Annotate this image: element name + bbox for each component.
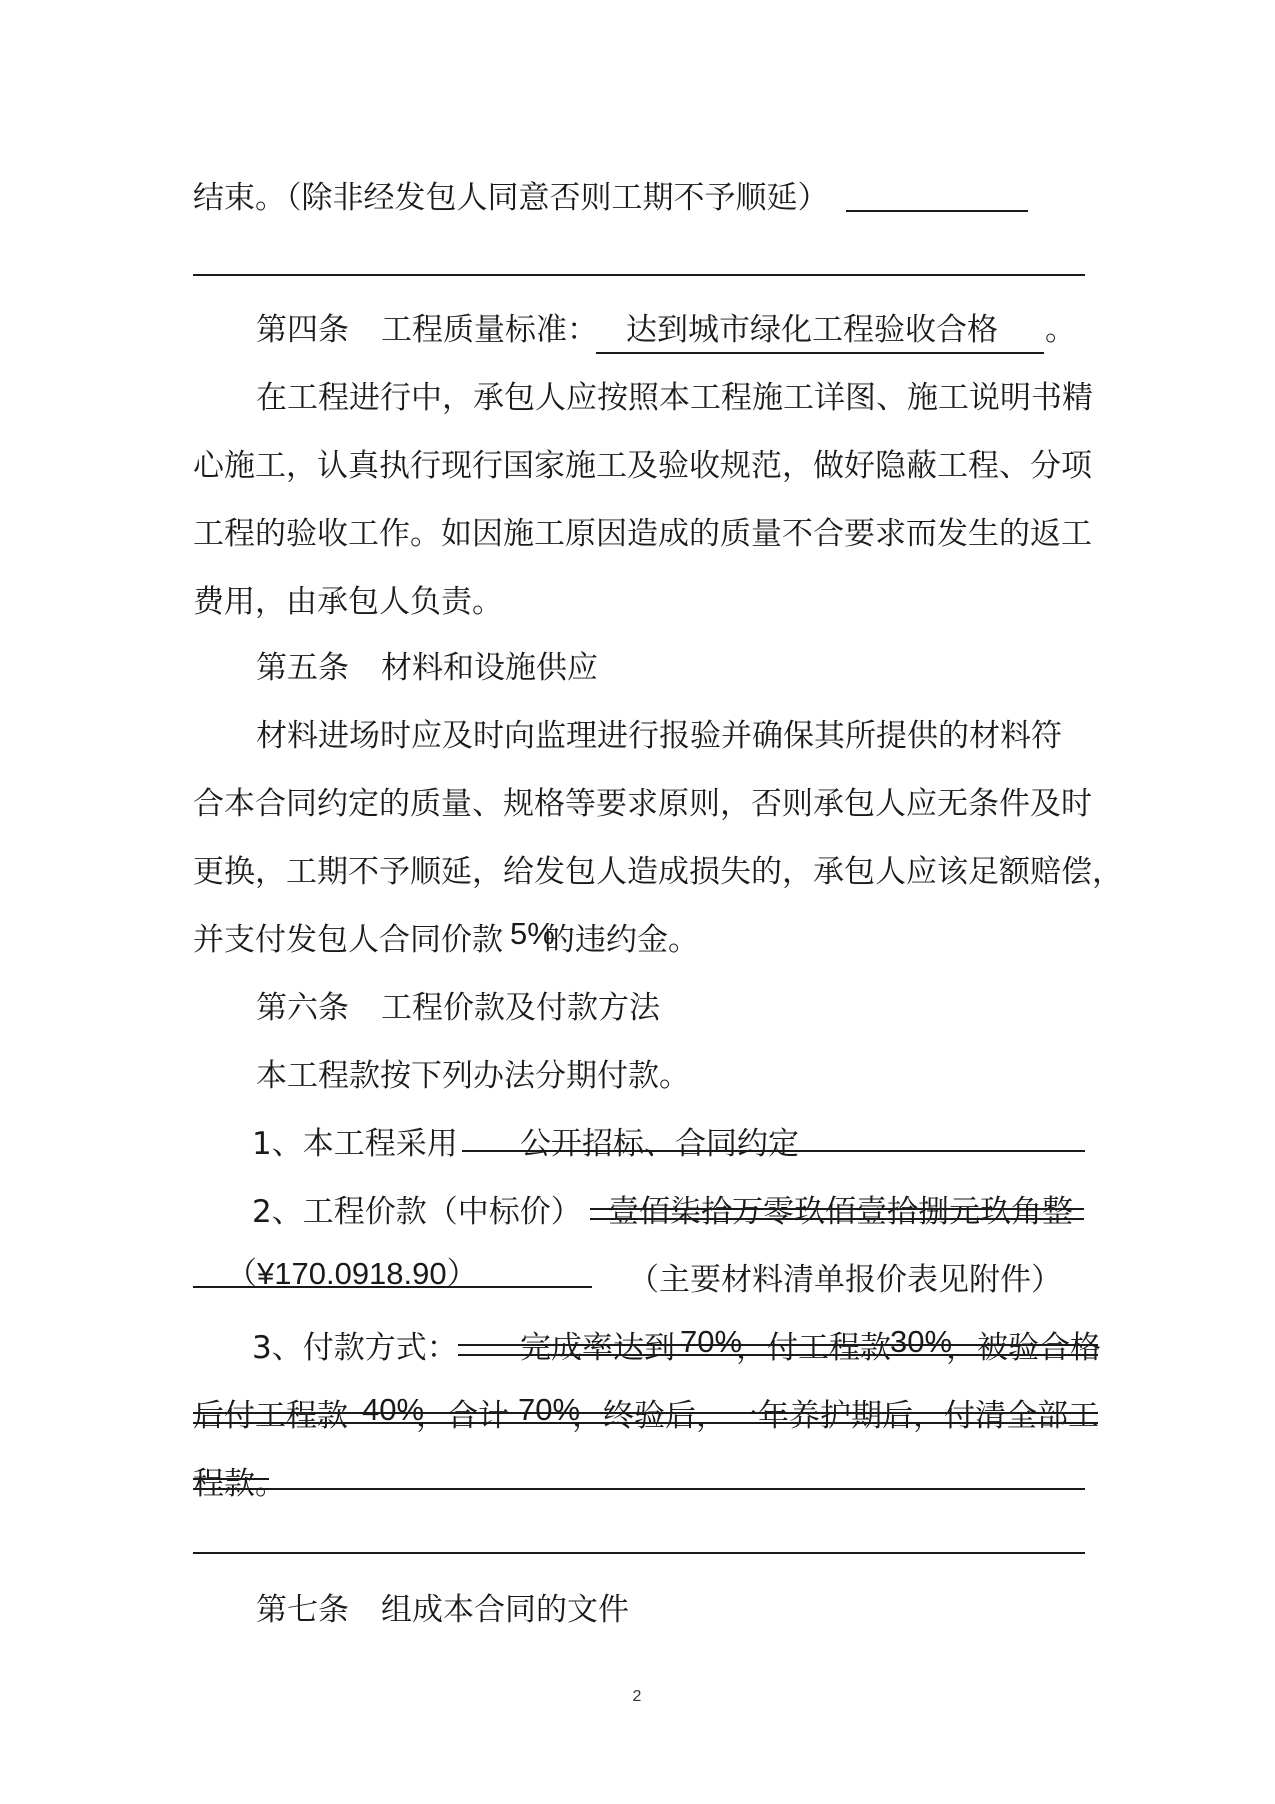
blank-rule <box>193 274 1085 276</box>
strike-line <box>458 1344 1098 1346</box>
blank-rule <box>846 210 1028 212</box>
payment-item-3 <box>0 1326 1275 1370</box>
article-label: 第六条 <box>256 990 349 1026</box>
paragraph-line <box>0 512 1275 556</box>
paragraph-text: 工程的验收工作。如因施工原因造成的质量不合要求而发生的返工 <box>193 516 1092 552</box>
paragraph-line <box>0 850 1275 894</box>
strike-line <box>590 1208 1084 1210</box>
period-mark: 。 <box>1045 312 1076 348</box>
payment-text: 程款。 <box>193 1466 286 1502</box>
paragraph-line <box>0 580 1275 624</box>
strike-line <box>193 1412 1098 1414</box>
contract-price-words: 壹佰柒拾万零玖佰壹拾捌元玖角整 <box>608 1194 1073 1230</box>
article-4 <box>0 308 1275 352</box>
article-label: 第五条 <box>256 650 349 686</box>
paragraph-text: 更换，工期不予顺延，给发包人造成损失的，承包人应该足额赔偿， <box>193 854 1123 890</box>
payment-text: ，合计 <box>416 1398 509 1434</box>
fill-rule <box>590 1218 1084 1220</box>
payment-text: 完成率达到 <box>520 1330 675 1366</box>
paragraph-text: 并支付发包人合同价款 <box>193 922 503 958</box>
line-completion <box>0 176 1275 220</box>
fill-rule <box>193 1488 1085 1490</box>
item-label: 1、本工程采用 <box>252 1126 458 1162</box>
payment-item-2-amount <box>0 1258 1275 1302</box>
payment-item-1 <box>0 1122 1275 1166</box>
strike-line <box>193 1478 269 1480</box>
article-7 <box>0 1588 1275 1632</box>
fill-rule <box>193 1422 1098 1424</box>
paragraph-text: 的违约金。 <box>544 922 699 958</box>
paragraph-line <box>0 714 1275 758</box>
payment-item-3-line3 <box>0 1462 1275 1506</box>
paragraph-line <box>0 444 1275 488</box>
contract-price-figures: （¥170.0918.90） <box>226 1256 478 1291</box>
payment-item-2 <box>0 1190 1275 1234</box>
page-number: 2 <box>632 1688 642 1705</box>
payment-text: ，终验后，一年养护期后，付清全部工 <box>572 1398 1099 1434</box>
blank-rule <box>193 1552 1085 1554</box>
completion-percent: 70% <box>680 1324 743 1359</box>
payment-item-3-line2 <box>0 1394 1275 1438</box>
paragraph-text: 费用，由承包人负责。 <box>193 584 503 620</box>
paragraph-text: 合本合同约定的质量、规格等要求原则，否则承包人应无条件及时 <box>193 786 1092 822</box>
first-payment-percent: 30% <box>890 1324 953 1359</box>
paragraph-text: 本工程款按下列办法分期付款。 <box>256 1058 690 1094</box>
article-title: 工程质量标准： <box>381 312 598 348</box>
payment-text: 后付工程款 <box>193 1398 348 1434</box>
paragraph-text: 心施工，认真执行现行国家施工及验收规范，做好隐蔽工程、分项 <box>193 448 1092 484</box>
quality-standard-value: 达到城市绿化工程验收合格 <box>596 308 1044 354</box>
second-payment-percent: 40% <box>362 1392 425 1427</box>
payment-text: ，付工程款 <box>736 1330 891 1366</box>
paragraph-line <box>0 918 1275 962</box>
fill-rule <box>462 1150 1085 1152</box>
article-title: 材料和设施供应 <box>381 650 598 686</box>
paragraph-line <box>0 782 1275 826</box>
item-label: 3、付款方式： <box>252 1330 458 1366</box>
fill-rule <box>193 1286 592 1288</box>
fill-rule <box>458 1354 1098 1356</box>
article-label: 第四条 <box>256 312 349 348</box>
payment-text: ，被验合格 <box>946 1330 1101 1366</box>
penalty-percent: 5% <box>510 916 555 951</box>
attachment-note: （主要材料清单报价表见附件） <box>628 1262 1062 1298</box>
total-percent: 70% <box>518 1392 581 1427</box>
article-6 <box>0 986 1275 1030</box>
completion-text: 结束。（除非经发包人同意否则工期不予顺延） <box>193 180 829 216</box>
article-title: 工程价款及付款方法 <box>381 990 660 1026</box>
paragraph-line <box>0 376 1275 420</box>
article-title: 组成本合同的文件 <box>381 1592 629 1628</box>
article-5 <box>0 646 1275 690</box>
paragraph-text: 在工程进行中，承包人应按照本工程施工详图、施工说明书精 <box>256 380 1093 416</box>
paragraph-line <box>0 1054 1275 1098</box>
item-label: 2、工程价款（中标价） <box>252 1194 582 1230</box>
bidding-method-value: 公开招标、合同约定 <box>520 1126 799 1162</box>
article-label: 第七条 <box>256 1592 349 1628</box>
paragraph-text: 材料进场时应及时向监理进行报验并确保其所提供的材料符 <box>256 718 1062 754</box>
